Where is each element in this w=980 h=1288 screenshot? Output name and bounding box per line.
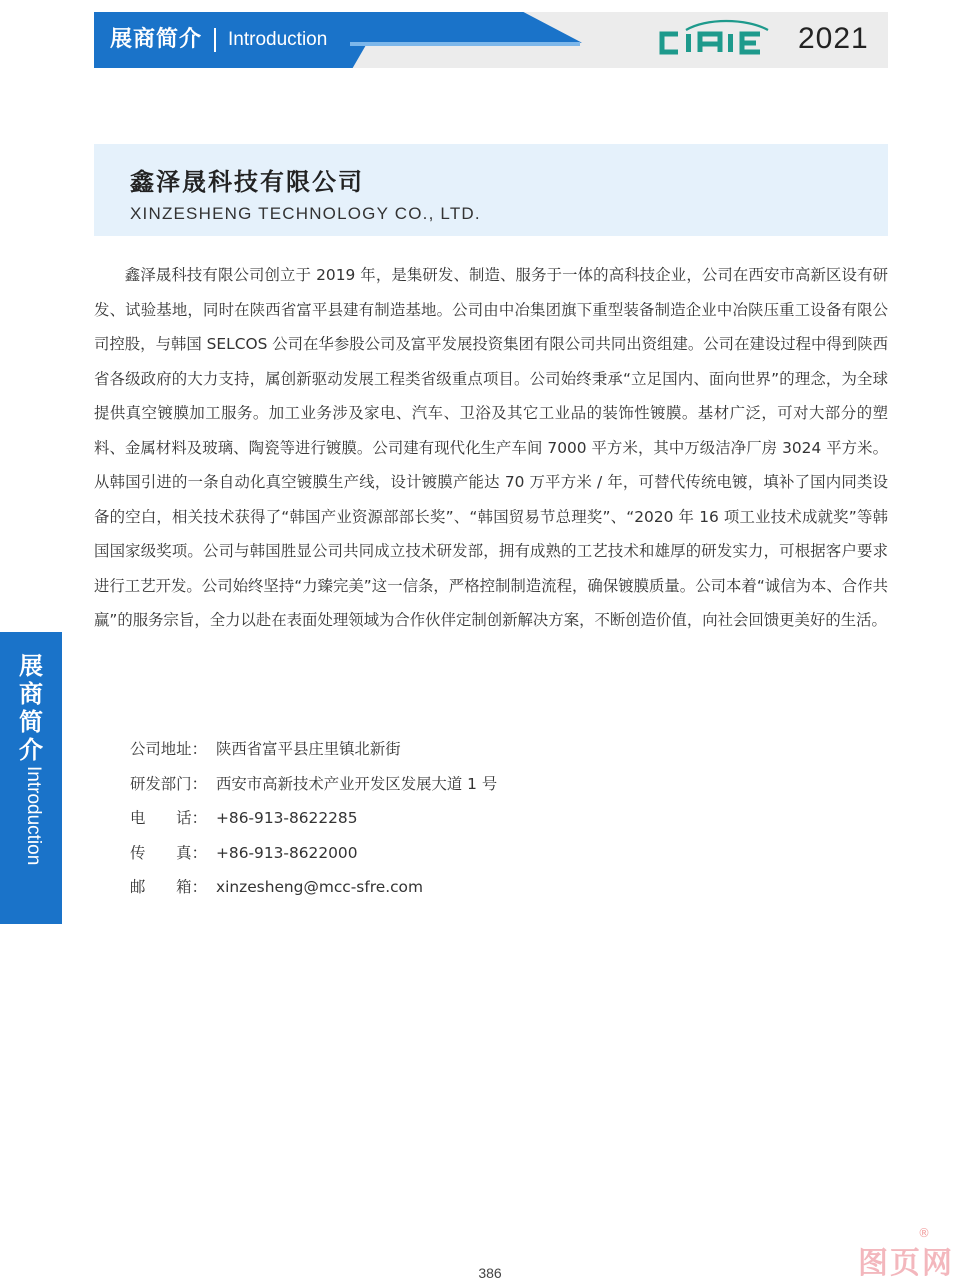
side-tab-char: 商 (19, 680, 43, 708)
contact-value: 陕西省富平县庄里镇北新街 (216, 740, 401, 758)
contact-address (130, 732, 497, 767)
section-title-divider (214, 28, 216, 52)
company-description: 鑫泽晟科技有限公司创立于 2019 年，是集研发、制造、服务于一体的高科技企业，公司在西安市高新区设有研发、试验基地，同时在陕西省富平县建有制造基地。公司由中冶集团旗下重型装备制造企业中冶陕压重工设备有限公司控股，与韩国 SELCOS 公司在华参股公司及富平发展投资集团有限公司共同出资组建。公司在建设过程中得到陕西省各级政府的大力支持，属创新驱动发展工程类省级重点项目。公司始终秉承“立足国内、面向世界”的理念，为全球提供真空镀膜加工服务。加工业务涉及家电、汽车、卫浴及其它工业品的装饰性镀膜。基材广泛，可对大部分的塑料、金属材料及玻璃、陶瓷等进行镀膜。公司建有现代化生产车间 7000 平方米，其中万级洁净厂房 3024 平方米。从韩国引进的一条自动化真空镀膜生产线，设计镀膜产能达 70 万平方米 / 年，可替代传统电镀，填补了国内同类设备的空白，相关技术获得了“韩国产业资源部部长奖”、“韩国贸易节总理奖”、“2020 年 16 项工业技术成就奖”等韩国国家级奖项。公司与韩国胜显公司共同成立技术研发部，拥有成熟的工艺技术和雄厚的研发实力，可根据客户要求进行工艺开发。公司始终坚持“力臻完美”这一信条，严格控制制造流程，确保镀膜质量。公司本着“诚信为本、合作共赢”的服务宗旨，全力以赴在表面处理领域为合作伙伴定制创新解决方案，不断创造价值，向社会回馈更美好的生活。 (94, 266, 889, 629)
contact-value: +86-913-8622000 (216, 843, 358, 862)
side-tab-en: Introduction (23, 766, 44, 866)
company-name-en: XINZESHENG TECHNOLOGY CO., LTD. (130, 204, 481, 223)
side-tab-char: 展 (19, 652, 43, 680)
registered-mark-icon: ® (918, 1226, 930, 1240)
header-accent-stripe (350, 42, 580, 46)
ciaie-logo (656, 16, 796, 60)
section-title-cn: 展商简介 (110, 27, 203, 52)
contact-label: 研发部门： (130, 774, 207, 793)
side-tab-cn (16, 652, 46, 764)
section-title (110, 18, 327, 62)
contact-label: 传 真： (130, 843, 207, 862)
watermark: 图页网 (858, 1246, 954, 1281)
page-number: 386 (478, 1265, 502, 1281)
contact-label: 邮 箱： (130, 878, 207, 896)
side-tab-char: 简 (19, 708, 43, 736)
contact-email (130, 870, 497, 905)
section-title-en: Introduction (228, 29, 328, 50)
contact-label: 电 话： (130, 809, 207, 827)
contact-rnd (130, 767, 497, 802)
contact-fax (130, 836, 497, 871)
ciaie-logo-icon (656, 16, 796, 60)
contact-value: 西安市高新技术产业开发区发展大道 1 号 (216, 774, 498, 793)
logo-year: 2021 (798, 22, 869, 55)
side-tab-char: 介 (19, 736, 43, 764)
company-name-cn: 鑫泽晟科技有限公司 (130, 168, 364, 196)
contact-phone (130, 801, 497, 836)
contact-value: +86-913-8622285 (216, 809, 358, 827)
contact-label: 公司地址： (130, 740, 207, 758)
contact-value: xinzesheng@mcc-sfre.com (216, 878, 423, 896)
contact-list (130, 732, 497, 905)
